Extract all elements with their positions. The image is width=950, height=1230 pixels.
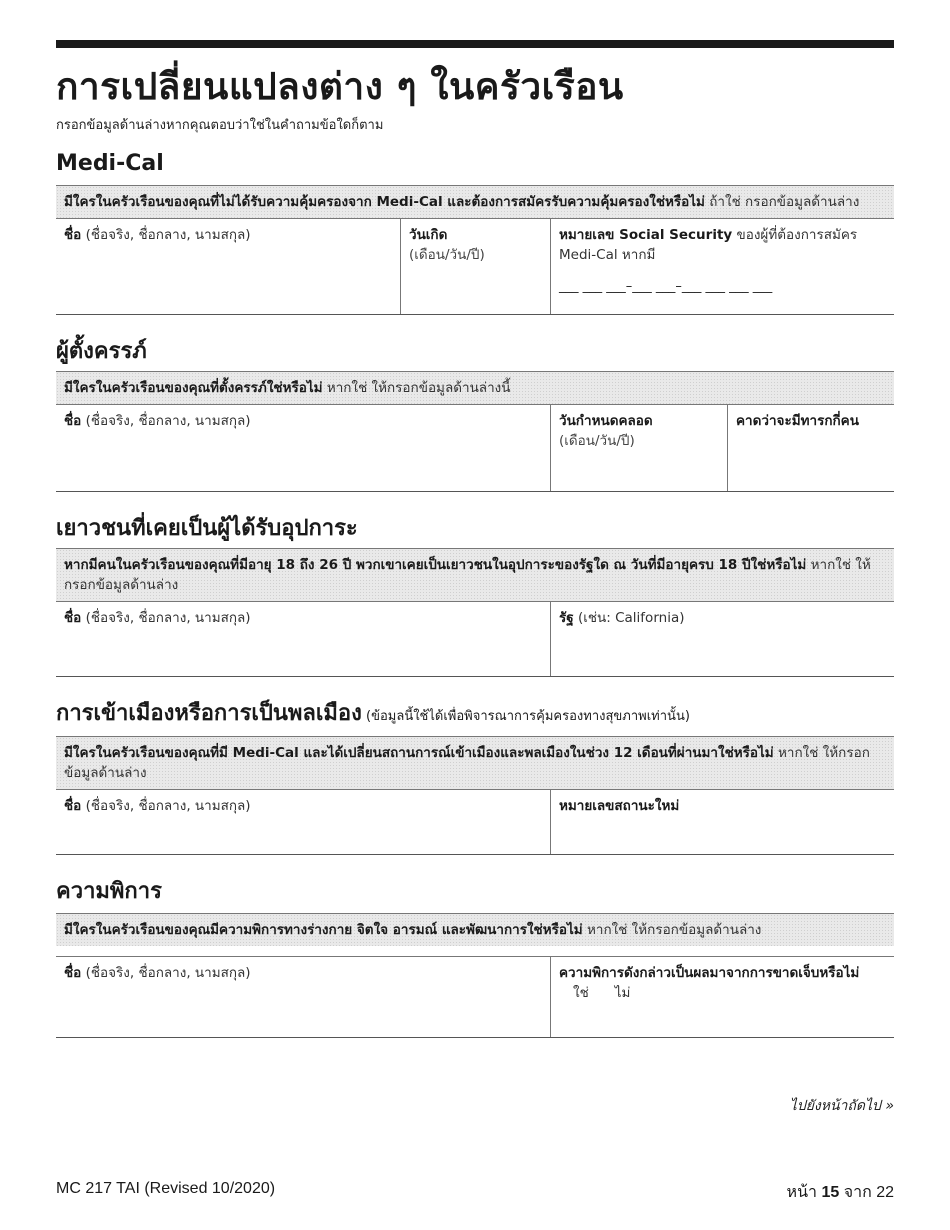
babies-label: คาดว่าจะมีทารกกี่คน: [736, 413, 859, 429]
question-bold: มีใครในครัวเรือนของคุณที่ไม่ได้รับความคุ้มครองจาก Medi-Cal และต้องการสมัครรับความคุ้มครองใช่หรือไม่: [64, 194, 705, 210]
question-bold: หากมีคนในครัวเรือนของคุณที่มีอายุ 18 ถึง 26 ปี พวกเขาเคยเป็นเยาวชนในอุปการะของรัฐใด ณ วันที่มีอายุครบ 18 ปีใช่หรือไม่: [64, 557, 807, 573]
question-plain: หากใช่ ให้กรอกข้อมูลด้านล่าง: [582, 922, 762, 938]
question-immigration: [56, 736, 894, 789]
question-bold: มีใครในครัวเรือนของคุณที่ตั้งครรภ์ใช่หรือไม่: [64, 380, 323, 396]
question-bold: มีใครในครัวเรือนของคุณมีความพิการทางร่างกาย จิตใจ อารมณ์ และพัฒนาการใช่หรือไม่: [64, 922, 583, 938]
section-title-pregnancy: ผู้ตั้งครรภ์: [56, 339, 147, 364]
question-medi-cal: [56, 185, 894, 218]
question-plain: หากใช่ ให้กรอกข้อมูลด้านล่าง: [64, 557, 871, 593]
question-plain: หากใช่ ให้กรอกข้อมูลด้านล่างนี้: [322, 380, 511, 396]
page-total: 22: [876, 1184, 894, 1201]
ssn-blank-lines: ___ ___ ___–___ ___–___ ___ ___ ___: [559, 279, 773, 294]
yes-option[interactable]: ใช่: [573, 985, 589, 1001]
due-date-field[interactable]: [550, 405, 727, 491]
name-label: ชื่อ: [64, 798, 82, 814]
name-field[interactable]: [56, 405, 550, 491]
babies-field[interactable]: [727, 405, 894, 491]
question-plain: ถ้าใช่ กรอกข้อมูลด้านล่าง: [704, 194, 860, 210]
status-number-field[interactable]: [550, 790, 894, 854]
name-hint: (ชื่อจริง, ชื่อกลาง, นามสกุล): [81, 798, 251, 814]
fields-row-disability: [56, 956, 894, 1038]
section-title-disability: ความพิการ: [56, 879, 162, 904]
page-current: 15: [821, 1184, 840, 1201]
name-field[interactable]: [56, 219, 400, 314]
page-sep: จาก: [839, 1184, 877, 1201]
name-label: ชื่อ: [64, 413, 82, 429]
state-field[interactable]: [550, 602, 894, 676]
section-immigration: [56, 699, 894, 855]
section-foster-youth: [56, 514, 894, 677]
state-label: รัฐ: [559, 610, 574, 626]
fields-row-immigration: [56, 789, 894, 855]
page-subtitle: กรอกข้อมูลด้านล่างหากคุณตอบว่าใช่ในคำถามข้อใดก็ตาม: [56, 118, 384, 133]
section-title-foster: เยาวชนที่เคยเป็นผู้ได้รับอุปการะ: [56, 516, 358, 541]
name-field[interactable]: [56, 957, 550, 1037]
top-rule: [56, 40, 894, 48]
state-hint: (เช่น: California): [573, 610, 685, 626]
name-hint: (ชื่อจริง, ชื่อกลาง, นามสกุล): [81, 610, 251, 626]
name-label: ชื่อ: [64, 227, 82, 243]
question-foster: [56, 548, 894, 601]
section-title-medi-cal: Medi-Cal: [56, 151, 164, 176]
name-hint: (ชื่อจริง, ชื่อกลาง, นามสกุล): [81, 965, 251, 981]
page-title: การเปลี่ยนแปลงต่าง ๆ ในครัวเรือน: [56, 65, 624, 108]
section-disability: [56, 877, 894, 1038]
section-title-immigration: [56, 699, 894, 732]
name-label: ชื่อ: [64, 965, 82, 981]
page-prefix: หน้า: [786, 1184, 822, 1201]
name-hint: (ชื่อจริง, ชื่อกลาง, นามสกุล): [81, 227, 251, 243]
question-pregnancy: [56, 371, 894, 404]
ssn-field[interactable]: [550, 219, 894, 314]
question-plain: หากใช่ ให้กรอกข้อมูลด้านล่าง: [64, 745, 870, 781]
fields-row-foster: [56, 601, 894, 677]
injury-label: ความพิการดังกล่าวเป็นผลมาจากการขาดเจ็บหรือไม่: [559, 965, 860, 981]
name-hint: (ชื่อจริง, ชื่อกลาง, นามสกุล): [81, 413, 251, 429]
section-medi-cal: [56, 149, 894, 315]
next-page-link[interactable]: ไปยังหน้าถัดไป »: [789, 1098, 894, 1114]
form-id: MC 217 TAI (Revised 10/2020): [56, 1180, 276, 1197]
page-number: [787, 1180, 894, 1205]
fields-row-medi-cal: [56, 218, 894, 315]
injury-question-field: [550, 957, 894, 1037]
due-hint: (เดือน/วัน/ปี): [559, 433, 635, 449]
immigration-note: (ข้อมูลนี้ใช้ได้เพื่อพิจารณาการคุ้มครองทางสุขภาพเท่านั้น): [361, 709, 690, 724]
dob-field[interactable]: [400, 219, 550, 314]
question-disability: [56, 913, 894, 946]
section-pregnancy: [56, 337, 894, 492]
question-bold: มีใครในครัวเรือนของคุณที่มี Medi-Cal และได้เปลี่ยนสถานการณ์เข้าเมืองและพลเมืองในช่วง 12 เดือนที่ผ่านมาใช่หรือไม่: [64, 745, 774, 761]
fields-row-pregnancy: [56, 404, 894, 492]
form-page: [56, 40, 894, 1038]
name-label: ชื่อ: [64, 610, 82, 626]
immigration-title: การเข้าเมืองหรือการเป็นพลเมือง: [56, 701, 362, 726]
name-field[interactable]: [56, 602, 550, 676]
no-option[interactable]: ไม่: [614, 985, 631, 1001]
dob-hint: (เดือน/วัน/ปี): [409, 247, 485, 263]
ssn-label: หมายเลข Social Security: [559, 227, 733, 243]
ssn-hint: ของผู้ที่ต้องการสมัคร Medi-Cal หากมี: [559, 227, 858, 263]
status-label: หมายเลขสถานะใหม่: [559, 798, 680, 814]
dob-label: วันเกิด: [409, 227, 448, 243]
due-label: วันกำหนดคลอด: [559, 413, 653, 429]
name-field[interactable]: [56, 790, 550, 854]
